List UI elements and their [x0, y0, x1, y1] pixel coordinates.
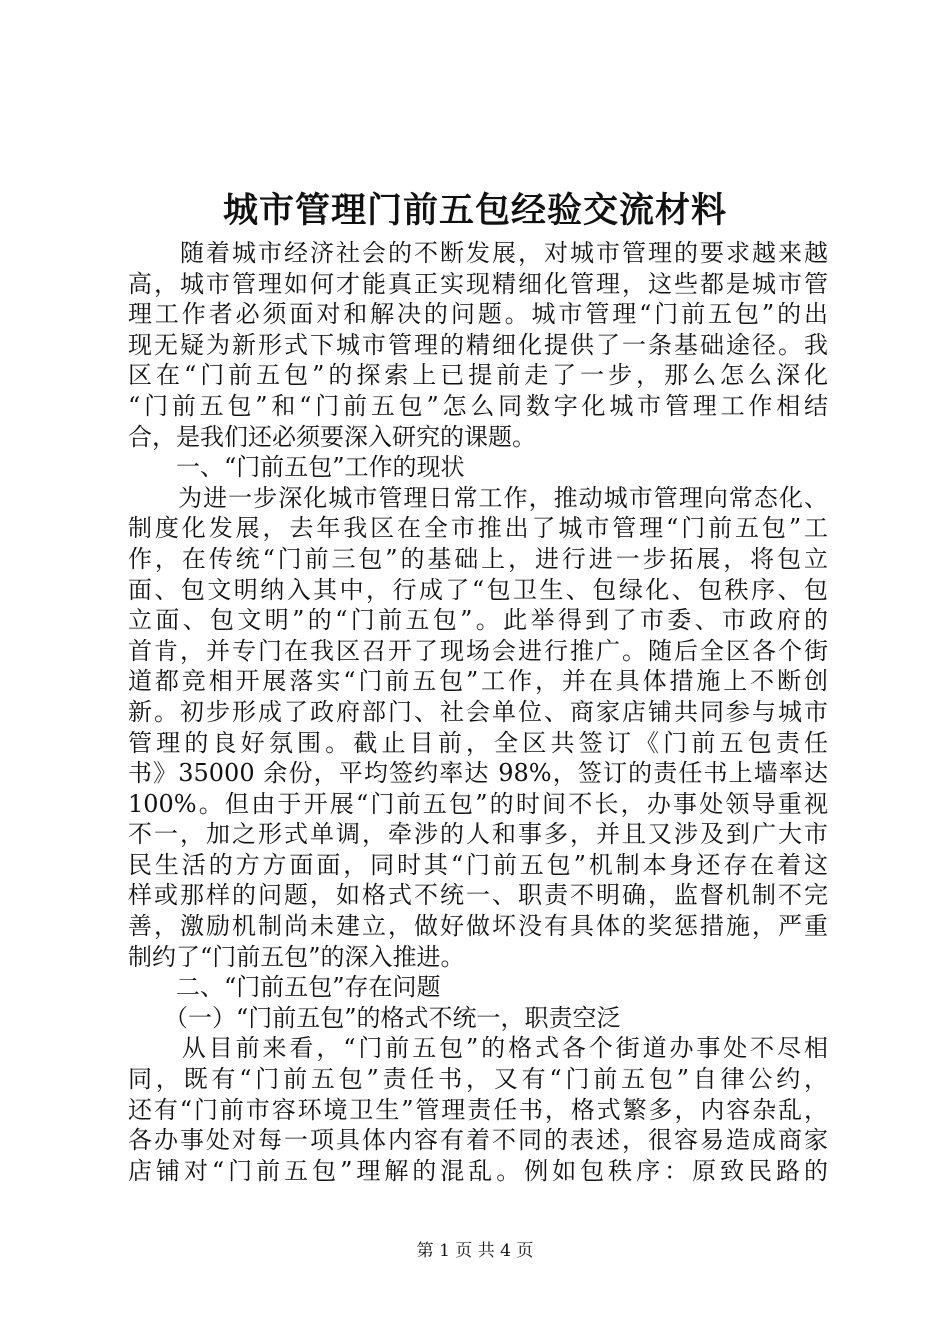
body-line: “门前五包”和“门前五包”怎么同数字化城市管理工作相结	[128, 391, 828, 420]
body-line: 首肯，并专门在我区召开了现场会进行推广。随后全区各个街	[128, 636, 828, 665]
body-line: 同，既有“门前五包”责任书，又有“门前五包”自律公约，	[128, 1065, 828, 1094]
body-line: 现无疑为新形式下城市管理的精细化提供了一条基础途径。我	[128, 330, 828, 359]
document-title: 城市管理门前五包经验交流材料	[222, 190, 727, 231]
body-line: 立面、包文明”的“门前五包”。此举得到了市委、市政府的	[128, 606, 828, 635]
body-line: 合，是我们还必须要深入研究的课题。	[128, 422, 536, 451]
body-line: 样或那样的问题，如格式不统一、职责不明确，监督机制不完	[128, 881, 828, 910]
page-footer: 第 1 页 共 4 页	[416, 1241, 534, 1261]
body-line: 面、包文明纳入其中，行成了“包卫生、包绿化、包秩序、包	[128, 575, 828, 604]
body-line: 高，城市管理如何才能真正实现精细化管理，这些都是城市管	[128, 269, 828, 298]
section-heading: 一、“门前五包”工作的现状	[128, 453, 465, 482]
body-line: 书》35000 余份，平均签约率达 98%，签订的责任书上墙率达	[128, 759, 828, 788]
body-line: 制约了“门前五包”的深入推进。	[128, 942, 465, 971]
subsection-heading: （一）“门前五包”的格式不统一，职责空泛	[128, 1003, 621, 1032]
body-line: 道都竞相开展落实“门前五包”工作，并在具体措施上不断创	[128, 667, 828, 696]
body-line: 善，激励机制尚未建立，做好做坏没有具体的奖惩措施，严重	[128, 912, 828, 941]
section-heading: 二、“门前五包”存在问题	[128, 973, 441, 1002]
body-line: 不一，加之形式单调，牵涉的人和事多，并且又涉及到广大市	[128, 820, 828, 849]
body-line: 新。初步形成了政府部门、社会单位、商家店铺共同参与城市	[128, 697, 828, 726]
body-line: 从目前来看，“门前五包”的格式各个街道办事处不尽相	[128, 1034, 828, 1063]
body-line: 作，在传统“门前三包”的基础上，进行进一步拓展，将包立	[128, 544, 828, 573]
body-line: 民生活的方方面面，同时其“门前五包”机制本身还存在着这	[128, 850, 828, 879]
body-line: 100%。但由于开展“门前五包”的时间不长，办事处领导重视	[128, 789, 828, 818]
body-line: 为进一步深化城市管理日常工作，推动城市管理向常态化、	[128, 483, 828, 512]
body-line: 随着城市经济社会的不断发展，对城市管理的要求越来越	[128, 239, 828, 267]
body-line: 理工作者必须面对和解决的问题。城市管理“门前五包”的出	[128, 300, 828, 329]
body-line: 管理的良好氛围。截止目前，全区共签订《门前五包责任	[128, 728, 828, 757]
body-line: 各办事处对每一项具体内容有着不同的表述，很容易造成商家	[128, 1126, 828, 1155]
body-line: 制度化发展，去年我区在全市推出了城市管理“门前五包”工	[128, 514, 828, 543]
body-line: 区在“门前五包”的探索上已提前走了一步，那么怎么深化	[128, 361, 828, 390]
document-body	[128, 238, 828, 1186]
body-line: 店铺对“门前五包”理解的混乱。例如包秩序：原致民路的	[128, 1156, 828, 1185]
body-line: 还有“门前市容环境卫生”管理责任书，格式繁多，内容杂乱，	[128, 1095, 828, 1124]
